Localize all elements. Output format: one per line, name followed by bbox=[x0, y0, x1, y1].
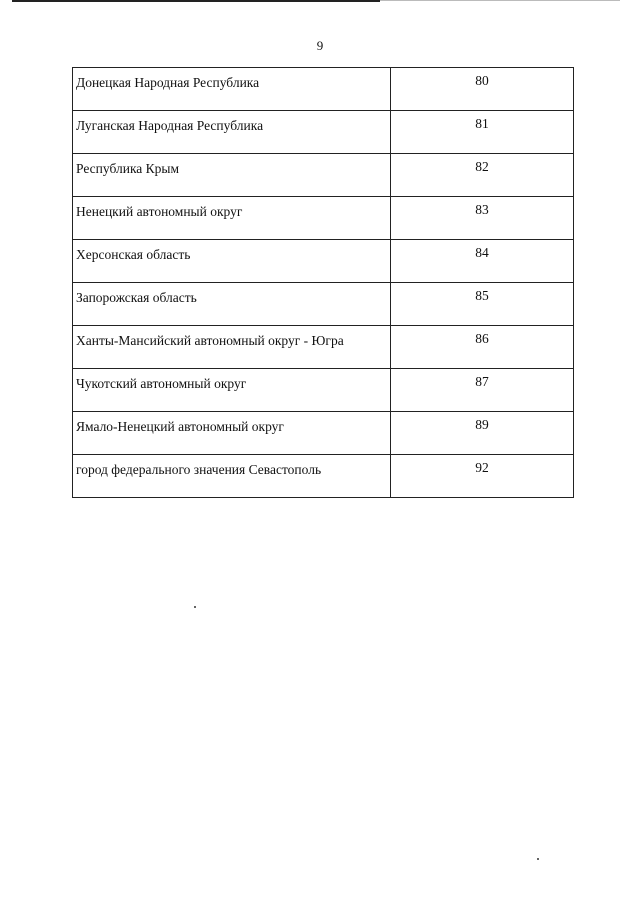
table-row bbox=[73, 455, 574, 498]
region-code-cell: 85 bbox=[391, 283, 574, 326]
table-row bbox=[73, 283, 574, 326]
region-code-cell: 83 bbox=[391, 197, 574, 240]
region-name-cell: город федерального значения Севастополь bbox=[73, 455, 391, 498]
region-code-cell: 92 bbox=[391, 455, 574, 498]
region-code-table bbox=[72, 67, 574, 498]
region-name-cell: Херсонская область bbox=[73, 240, 391, 283]
table-row bbox=[73, 68, 574, 111]
region-name-cell: Донецкая Народная Республика bbox=[73, 68, 391, 111]
table-row bbox=[73, 326, 574, 369]
region-code-cell: 86 bbox=[391, 326, 574, 369]
table-row bbox=[73, 197, 574, 240]
region-name-cell: Ямало-Ненецкий автономный округ bbox=[73, 412, 391, 455]
region-code-cell: 89 bbox=[391, 412, 574, 455]
region-code-cell: 82 bbox=[391, 154, 574, 197]
region-name-cell: Запорожская область bbox=[73, 283, 391, 326]
region-name-cell: Чукотский автономный округ bbox=[73, 369, 391, 412]
region-name-cell: Луганская Народная Республика bbox=[73, 111, 391, 154]
scan-speck bbox=[537, 858, 539, 860]
table-row bbox=[73, 111, 574, 154]
scan-speck bbox=[194, 606, 196, 608]
region-code-cell: 87 bbox=[391, 369, 574, 412]
table-row bbox=[73, 412, 574, 455]
region-code-cell: 84 bbox=[391, 240, 574, 283]
region-name-cell: Ненецкий автономный округ bbox=[73, 197, 391, 240]
table-row bbox=[73, 240, 574, 283]
region-name-cell: Республика Крым bbox=[73, 154, 391, 197]
table-row bbox=[73, 154, 574, 197]
page-number: 9 bbox=[316, 38, 324, 53]
table-row bbox=[73, 369, 574, 412]
region-code-cell: 80 bbox=[391, 68, 574, 111]
scan-top-rule bbox=[12, 0, 380, 2]
region-name-cell: Ханты-Мансийский автономный округ - Югра bbox=[73, 326, 391, 369]
scan-top-rule-faint bbox=[380, 0, 620, 1]
region-code-cell: 81 bbox=[391, 111, 574, 154]
